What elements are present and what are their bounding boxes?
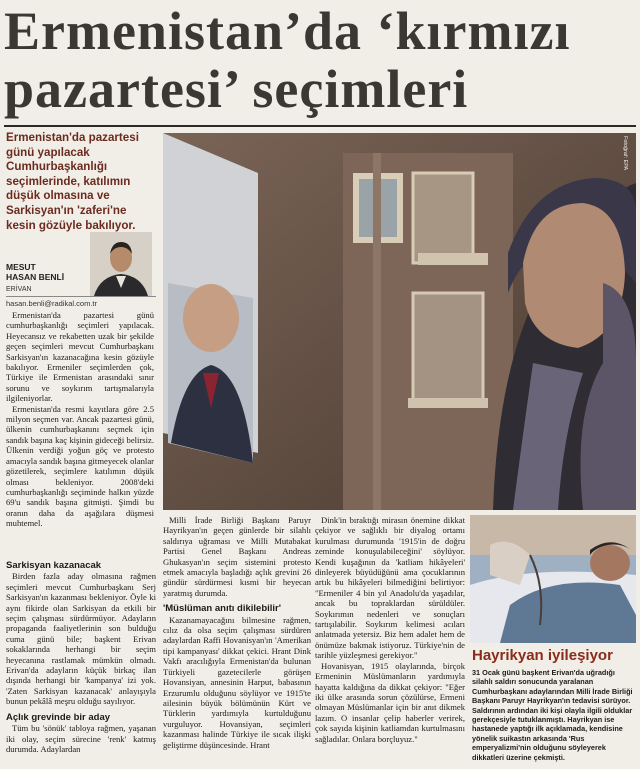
subheading: 'Müslüman anıtı dikilebilir' bbox=[163, 603, 282, 615]
article-column-1 bbox=[6, 310, 154, 529]
paragraph: Birden fazla aday olmasına rağmen seçimleri mevcut Cumhurbaşkanı Serj Sarkisyan'ın kazanması bekleniyor. Öyle ki aynı fikirde olan Sarkisyan da etkili bir seçim çalışması sürdürmüyor. Adayların propaganda faaliyetlerinin son bulduğu cuma günü bile; başkent Erivan sokaklarında herhangi bir seçim heyecanına rastlamak mümkün olmadı. Erivan'da adayların küçük birkaç ilan dışında herhangi bir 'kampanya' izi yok. 'Zaten Sarkisyan kazanacak' anlayışıyla bunun pekâlâ meşru olduğu sayılıyor. bbox=[6, 571, 156, 707]
sidebar-title: Hayrikyan iyileşiyor bbox=[472, 647, 613, 664]
article-column-3 bbox=[315, 515, 465, 744]
author-photo bbox=[90, 232, 152, 296]
headline bbox=[4, 2, 636, 126]
paragraph: Dink'in bıraktığı mirasın önemine dikkat çekiyor ve sağlıklı bir diyalog ortamı kurulması durumunda '1915'in de doğru zeminde konuşulabileceğini' söylüyor. Kendi kuşağının da 'katliam hikâyeleri' dinleyerek büyüdüğünü ama çocuklarının artık bu hikâyeleri bilmediğini belirtiyor: "Ermeniler 4 bin yıl Anadolu'da yaşadılar, ancak bu topraklardan sürüldüler. Soykırımın nedenleri ve sonuçları tartışılabilir. Soykırım kelimesi acıları anlatmada yetersiz. Biz hem adalet hem de önümüze bakmak istiyoruz. Türkiye'nin de tarihle yüzleşmesi gerekiyor." bbox=[315, 515, 465, 661]
author-name bbox=[6, 262, 86, 282]
subheading: Açlık grevinde bir aday bbox=[6, 711, 111, 723]
author-name-first: MESUT bbox=[6, 262, 36, 272]
paragraph: Ermenistan'da resmi kayıtlara göre 2.5 milyon seçmen var. Ancak pazartesi günü, ülkenin cumhurbaşkanını seçmek için sandık başına kaç kişinin gideceği belirsiz. Ülkenin verdiği yoğun göç ve protesto amacıyla sandık başına gitmeyecek olanlar gözetilerek, seçimlere katılımın düşük olması bekleniyor. 2008'deki cumhurbaşkanlığı seçiminde halkın yüzde 69'u sandık başına gitmişti. Şimdi bu oranın daha da aşağılara düşmesi muhtemel. bbox=[6, 403, 154, 529]
subheading: Sarkisyan kazanacak bbox=[6, 560, 102, 571]
deck-summary: Ermenistan'da pazartesi günü yapılacak Cumhurbaşkanlığı seçimlerinde, katılımın düşük olmasına ve Sarkisyan'ın 'zaferi'ne kesin gözüyle bakılıyor. bbox=[6, 131, 139, 232]
sidebar-caption: 31 Ocak günü başkent Erivan'da uğradığı silahlı saldırı sonucunda yaralanan Cumhurbaşkanı adaylarından Milli İrade Birliği Başkanı Paruyr Hayrikyan'ın tedavisi sürüyor. Saldırının ardından iki kişi olayla ilgili olduklar gerekçesiyle tutuklanmıştı. Hayrikyan ise hastanede yaptığı ilk açıklamada, kendisine yönelik suikastın arkasında 'Rus emperyalizmi'nin olduğunu söyleyerek dikkatleri üzerine çekmişti. bbox=[472, 668, 633, 762]
paragraph: Hovanisyan, 1915 olaylarında, birçok Ermeninin Müslümanların yardımıyla hayatta kaldığına da dikkat çekiyor: "Eğer iki ülke arasında sorun çözülürse, Ermeni olmayan Müslümanlar için bir anıt dikmek lazım. O insanlar çelip haberler verirek, çok sayıda kişinin katliamdan kurtulmasını sağladılar. Onlara borçluyuz." bbox=[315, 660, 465, 744]
paragraph: Milli İrade Birliği Başkanı Paruyr Hayrikyan'ın geçen günlerde bir silahlı saldırıya uğraması ve Milli Mutabakat Partisi Genel Başkanı Andreas Ghukasyan'ın seçim sistemini protesto etmek amacıyla başladığı açlık grevini 26 gündür sürdürmesi kısmi bir heyecan yaratmış durumda. bbox=[163, 515, 311, 598]
main-photo bbox=[163, 133, 636, 510]
paragraph: Kazanamayacağını bilmesine rağmen, cılız da olsa seçim çalışması sürdüren adaylardan Raffi Hovanisyan'ın 'Amerikan tipi kampanyası' dikkat çekici. Hrant Dink Vakfı aracılığıyla Ermenistan'da bulunan Türkiyeli gazetecilerle görüşen Hovansiyan, annesinin Harput, babasının Erzurumlu olduğunu söylüyor ve 1915'te ailesinin büyük bölümünün Kürt ve Türklerin yardımıyla kurtulduğunu vurguluyor. Hovansiyan, seçimleri kazanması halinde Türkiye ile sıcak ilişki geliştirme düşüncesinde. Hrant bbox=[163, 614, 311, 750]
headline-rule bbox=[4, 125, 636, 127]
photo-credit: Fotoğraf: EPA bbox=[622, 136, 628, 171]
author-email[interactable]: hasan.benli@radikal.com.tr bbox=[6, 296, 156, 308]
author-name-last: HASAN BENLİ bbox=[6, 272, 65, 282]
paragraph: Tüm bu 'sönük' tabloya rağmen, yaşanan iki olay, seçim sürecine 'renk' katmış durumda. Adaylardan bbox=[6, 723, 156, 754]
article-column-1-lower bbox=[6, 555, 156, 754]
headline-line-1: Ermenistan’da ‘kırmızı bbox=[4, 1, 571, 61]
author-city: ERİVAN bbox=[6, 286, 32, 293]
sidebar-photo bbox=[470, 515, 636, 643]
article-column-2 bbox=[163, 515, 311, 750]
paragraph: Ermenistan'da pazartesi günü cumhurbaşkanlığı seçimleri yapılacak. Heyecansız ve rekabetten uzak bir şekilde geçen seçimleri mevcut Cumhurbaşkanı Sarkisyan'ın kazanacağına kesin gözüyle bakılıyor. Ermeniler seçimlerden çok, Türkiye ile Ermenistan arasındaki sınır sorunu ve soykırım tartışmalarıyla ilgileniyorlar. bbox=[6, 310, 154, 404]
headline-line-2: pazartesi’ seçimleri bbox=[4, 59, 469, 119]
